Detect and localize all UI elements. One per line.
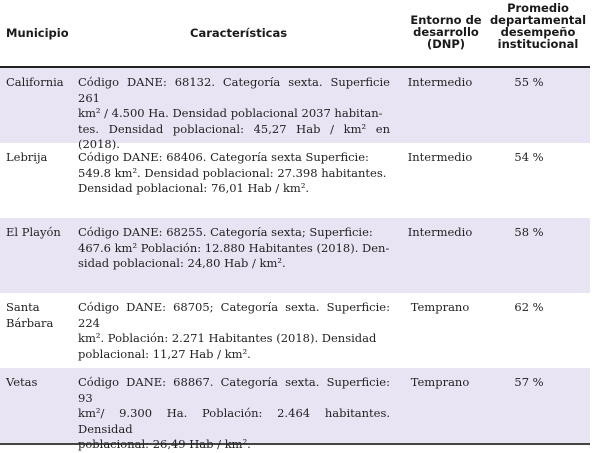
header-entorno-line: desarrollo (413, 25, 479, 39)
header-promedio-line: institucional (497, 37, 579, 51)
municipio-line: California (6, 75, 64, 89)
cell-caracteristicas (78, 375, 390, 453)
header-caracteristicas: Características (190, 26, 288, 40)
cell-caracteristicas (78, 75, 390, 153)
cell-entorno: Temprano (410, 375, 470, 389)
header-municipio: Municipio (6, 26, 69, 40)
cell-municipio (6, 375, 74, 391)
caracteristicas-line: Código DANE: 68867. Categoría sexta. Superficie: 93 (78, 375, 390, 405)
table-row (0, 143, 590, 218)
cell-municipio (6, 150, 74, 166)
caracteristicas-line: km². Población: 2.271 Habitantes (2018). Densidad (78, 331, 377, 345)
municipio-line: Santa (6, 300, 40, 314)
header-entorno-line: Entorno de (410, 13, 482, 27)
caracteristicas-line: Código DANE: 68705; Categoría sexta. Superficie: 224 (78, 300, 390, 330)
header-promedio-line: desempeño (500, 25, 576, 39)
cell-entorno: Temprano (410, 300, 470, 314)
header-promedio-line: Promedio (507, 1, 569, 15)
municipio-line: Bárbara (6, 315, 54, 330)
cell-entorno: Intermedio (407, 225, 473, 239)
header-promedio (486, 2, 590, 50)
table-row (0, 368, 590, 451)
cell-promedio: 62 % (514, 300, 544, 314)
header-entorno (406, 14, 486, 50)
caracteristicas-line: 549.8 km². Densidad poblacional: 27.398 habitantes. (78, 165, 387, 180)
caracteristicas-line: Código DANE: 68406. Categoría sexta Superficie: (78, 150, 369, 164)
caracteristicas-line: poblacional: 11,27 Hab / km². (78, 346, 251, 361)
cell-promedio: 58 % (514, 225, 544, 239)
cell-promedio: 57 % (514, 375, 544, 389)
cell-caracteristicas (78, 300, 390, 362)
municipio-line: El Playón (6, 225, 61, 239)
cell-entorno: Intermedio (407, 75, 473, 89)
caracteristicas-line: km²/ 9.300 Ha. Población: 2.464 habitantes. Densidad (78, 406, 390, 436)
cell-entorno: Intermedio (407, 150, 473, 164)
table-header (0, 0, 590, 68)
municipio-line: Lebrija (6, 150, 48, 164)
cell-caracteristicas (78, 150, 390, 197)
cell-municipio (6, 75, 74, 91)
caracteristicas-line: km² / 4.500 Ha. Densidad poblacional 2037 habitan- (78, 106, 383, 120)
municipio-line: Vetas (6, 375, 38, 389)
caracteristicas-line: Código DANE: 68255. Categoría sexta; Superficie: (78, 225, 373, 239)
header-promedio-line: departamental (489, 13, 587, 27)
caracteristicas-line: Código DANE: 68132. Categoría sexta. Superficie 261 (78, 75, 390, 105)
cell-municipio (6, 225, 74, 241)
cell-municipio (6, 300, 74, 331)
table-row (0, 293, 590, 368)
caracteristicas-line: tes. Densidad poblacional: 45,27 Hab / km² en (2018). (78, 121, 390, 151)
cell-promedio: 55 % (514, 75, 544, 89)
caracteristicas-line: poblacional: 26,49 Hab / km². (78, 437, 251, 451)
caracteristicas-line: Densidad poblacional: 76,01 Hab / km². (78, 181, 310, 195)
cell-caracteristicas (78, 225, 390, 272)
header-entorno-line: (DNP) (426, 37, 466, 51)
table-row (0, 218, 590, 293)
caracteristicas-line: sidad poblacional: 24,80 Hab / km². (78, 256, 286, 270)
caracteristicas-line: 467.6 km² Población: 12.880 Habitantes (2018). Den- (78, 240, 390, 255)
cell-promedio: 54 % (514, 150, 544, 164)
table-row (0, 68, 590, 151)
